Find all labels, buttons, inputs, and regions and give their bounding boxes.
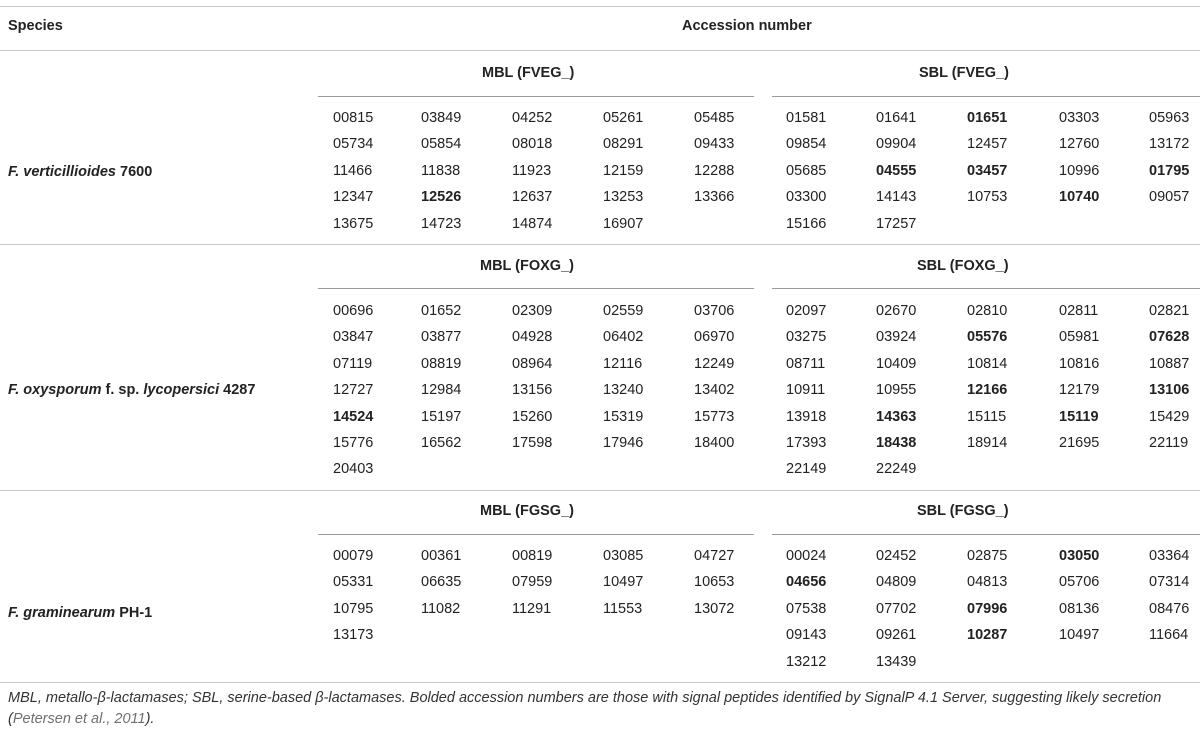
sbl-accession-number: 13918 — [786, 408, 827, 425]
sbl-accession-number: 22249 — [876, 461, 917, 478]
sbl-accession-number: 01581 — [786, 110, 827, 126]
sbl-group-label: SBL (FOXG_) — [917, 258, 1009, 274]
mbl-accession-number: 05734 — [333, 136, 374, 153]
sbl-accession-number: 02452 — [876, 548, 917, 564]
mbl-accession-number: 15773 — [694, 408, 735, 425]
mbl-accession-number: 13072 — [694, 600, 735, 617]
sbl-accession-number: 10814 — [967, 355, 1008, 372]
sbl-accession-number: 00024 — [786, 548, 827, 564]
mbl-accession-number: 13253 — [603, 189, 644, 206]
sbl-accession-number: 02875 — [967, 548, 1008, 564]
mbl-accession-number: 03877 — [421, 329, 462, 346]
sbl-accession-number: 09261 — [876, 627, 917, 644]
sbl-accession-number: 14363 — [876, 408, 917, 425]
mbl-accession-number: 15260 — [512, 408, 553, 425]
species-name: F. graminearum PH-1 — [8, 605, 153, 621]
mbl-accession-number: 14524 — [333, 408, 374, 425]
sbl-accession-number: 15115 — [967, 408, 1007, 425]
mbl-subrule — [318, 96, 754, 97]
mbl-accession-number: 13366 — [694, 189, 735, 206]
mbl-accession-number: 06635 — [421, 574, 462, 591]
footnote-text: MBL, metallo-β-lactamases; SBL, serine-based β-lactamases. Bolded accession numbers are those with signal peptides identified by SignalP 4.1 Server, suggesting likely secretion ( — [8, 690, 1162, 727]
sbl-accession-number: 10911 — [786, 382, 826, 399]
mbl-accession-number: 04252 — [512, 110, 553, 126]
mbl-accession-number: 03849 — [421, 110, 462, 126]
mbl-accession-number: 12984 — [421, 382, 462, 399]
sbl-accession-number: 02670 — [876, 303, 917, 319]
sbl-accession-number: 09854 — [786, 136, 827, 153]
mbl-accession-number: 05854 — [421, 136, 462, 153]
sbl-accession-number: 05685 — [786, 162, 827, 179]
sbl-accession-number: 15429 — [1149, 408, 1190, 425]
sbl-accession-number: 10996 — [1059, 162, 1100, 179]
sbl-accession-number: 02097 — [786, 303, 827, 319]
mbl-accession-number: 12526 — [421, 189, 462, 206]
sbl-accession-number: 11664 — [1149, 627, 1189, 644]
sbl-accession-number: 05576 — [967, 329, 1008, 346]
mbl-accession-number: 00079 — [333, 548, 374, 564]
mbl-accession-number: 09433 — [694, 136, 735, 153]
mbl-accession-number: 10497 — [603, 574, 644, 591]
sbl-accession-number: 10497 — [1059, 627, 1100, 644]
mbl-accession-number: 15776 — [333, 435, 374, 451]
sbl-accession-number: 10887 — [1149, 355, 1190, 372]
mbl-accession-number: 20403 — [333, 461, 374, 478]
sbl-group-label: SBL (FGSG_) — [917, 503, 1009, 519]
sbl-accession-number: 07628 — [1149, 329, 1190, 346]
sbl-accession-number: 10955 — [876, 382, 917, 399]
mbl-accession-number: 11923 — [512, 162, 552, 179]
mbl-accession-number: 02309 — [512, 303, 553, 319]
sbl-accession-number: 05981 — [1059, 329, 1100, 346]
sbl-accession-number: 15166 — [786, 215, 827, 232]
mbl-accession-number: 13156 — [512, 382, 553, 399]
sbl-accession-number: 04813 — [967, 574, 1008, 591]
mbl-accession-number: 03706 — [694, 303, 735, 319]
mbl-accession-number: 11838 — [421, 162, 461, 179]
sbl-accession-number: 03050 — [1059, 548, 1100, 564]
mbl-accession-number: 03847 — [333, 329, 374, 346]
sbl-accession-number: 18438 — [876, 435, 917, 451]
mbl-group-label: MBL (FVEG_) — [482, 65, 575, 81]
mbl-accession-number: 14874 — [512, 215, 553, 232]
mbl-accession-number: 08964 — [512, 355, 553, 372]
mbl-accession-number: 10795 — [333, 600, 374, 617]
mbl-group-label: MBL (FOXG_) — [480, 258, 574, 274]
accession-header: Accession number — [682, 18, 812, 34]
mbl-accession-number: 07959 — [512, 574, 553, 591]
sbl-accession-number: 12760 — [1059, 136, 1100, 153]
sbl-accession-number: 01795 — [1149, 162, 1190, 179]
row-divider — [0, 244, 1200, 245]
sbl-accession-number: 13212 — [786, 653, 827, 670]
sbl-accession-number: 03364 — [1149, 548, 1190, 564]
mbl-accession-number: 02559 — [603, 303, 644, 319]
mbl-accession-number: 13402 — [694, 382, 735, 399]
sbl-accession-number: 04555 — [876, 162, 917, 179]
mbl-accession-number: 15197 — [421, 408, 462, 425]
sbl-accession-number: 05706 — [1059, 574, 1100, 591]
species-header: Species — [8, 18, 63, 34]
mbl-accession-number: 13173 — [333, 627, 374, 644]
mbl-accession-number: 04928 — [512, 329, 553, 346]
sbl-accession-number: 02821 — [1149, 303, 1190, 319]
citation-link[interactable]: Petersen et al., 2011 — [12, 711, 146, 727]
sbl-accession-number: 03303 — [1059, 110, 1100, 126]
sbl-accession-number: 18914 — [967, 435, 1008, 451]
sbl-accession-number: 10740 — [1059, 189, 1100, 206]
sbl-subrule — [772, 534, 1200, 535]
mbl-accession-number: 08018 — [512, 136, 553, 153]
mbl-accession-number: 12288 — [694, 162, 735, 179]
mbl-accession-number: 06402 — [603, 329, 644, 346]
mbl-accession-number: 17946 — [603, 435, 644, 451]
sbl-accession-number: 07702 — [876, 600, 917, 617]
sbl-accession-number: 07996 — [967, 600, 1008, 617]
mbl-accession-number: 12249 — [694, 355, 735, 372]
sbl-accession-number: 09057 — [1149, 189, 1190, 206]
sbl-subrule — [772, 288, 1200, 289]
sbl-accession-number: 15119 — [1059, 408, 1099, 425]
sbl-accession-number: 14143 — [876, 189, 917, 206]
footnote-end: ). — [145, 711, 155, 727]
sbl-accession-number: 03275 — [786, 329, 827, 346]
sbl-accession-number: 02811 — [1059, 303, 1099, 319]
row-divider — [0, 490, 1200, 491]
sbl-accession-number: 17257 — [876, 215, 917, 232]
mbl-accession-number: 10653 — [694, 574, 735, 591]
mbl-subrule — [318, 534, 754, 535]
mbl-accession-number: 05485 — [694, 110, 735, 126]
mbl-accession-number: 11466 — [333, 162, 373, 179]
mbl-accession-number: 11082 — [421, 600, 461, 617]
sbl-accession-number: 10409 — [876, 355, 917, 372]
mbl-accession-number: 05261 — [603, 110, 644, 126]
mbl-accession-number: 16562 — [421, 435, 462, 451]
sbl-accession-number: 12179 — [1059, 382, 1100, 399]
sbl-accession-number: 08476 — [1149, 600, 1190, 617]
sbl-accession-number: 08711 — [786, 355, 826, 372]
sbl-accession-number: 10287 — [967, 627, 1008, 644]
mbl-accession-number: 12637 — [512, 189, 553, 206]
sbl-accession-number: 10753 — [967, 189, 1008, 206]
mbl-accession-number: 00696 — [333, 303, 374, 319]
sbl-accession-number: 22149 — [786, 461, 827, 478]
mbl-accession-number: 17598 — [512, 435, 553, 451]
bottom-rule — [0, 682, 1200, 683]
sbl-accession-number: 05963 — [1149, 110, 1190, 126]
sbl-accession-number: 02810 — [967, 303, 1008, 319]
sbl-accession-number: 07314 — [1149, 574, 1190, 591]
mbl-accession-number: 12347 — [333, 189, 374, 206]
mbl-accession-number: 03085 — [603, 548, 644, 564]
sbl-accession-number: 21695 — [1059, 435, 1100, 451]
mbl-accession-number: 12159 — [603, 162, 644, 179]
sbl-accession-number: 10816 — [1059, 355, 1100, 372]
mbl-accession-number: 13240 — [603, 382, 644, 399]
mbl-accession-number: 14723 — [421, 215, 462, 232]
sbl-accession-number: 04656 — [786, 574, 827, 591]
sbl-accession-number: 01651 — [967, 110, 1008, 126]
sbl-accession-number: 13106 — [1149, 382, 1190, 399]
sbl-accession-number: 04809 — [876, 574, 917, 591]
sbl-accession-number: 03300 — [786, 189, 827, 206]
header-rule — [0, 50, 1200, 51]
mbl-accession-number: 08291 — [603, 136, 644, 153]
mbl-subrule — [318, 288, 754, 289]
mbl-accession-number: 12116 — [603, 355, 643, 372]
sbl-subrule — [772, 96, 1200, 97]
mbl-accession-number: 11553 — [603, 600, 643, 617]
mbl-accession-number: 00819 — [512, 548, 553, 564]
sbl-accession-number: 07538 — [786, 600, 827, 617]
mbl-accession-number: 04727 — [694, 548, 735, 564]
sbl-accession-number: 03457 — [967, 162, 1008, 179]
mbl-accession-number: 12727 — [333, 382, 374, 399]
mbl-accession-number: 13675 — [333, 215, 374, 232]
mbl-accession-number: 07119 — [333, 355, 373, 372]
species-name: F. verticillioides 7600 — [8, 164, 153, 180]
sbl-accession-number: 09143 — [786, 627, 827, 644]
table-footnote — [8, 688, 1194, 730]
mbl-accession-number: 15319 — [603, 408, 644, 425]
top-rule — [0, 6, 1200, 7]
sbl-accession-number: 09904 — [876, 136, 917, 153]
sbl-accession-number: 01641 — [876, 110, 917, 126]
sbl-accession-number: 03924 — [876, 329, 917, 346]
species-name: F. oxysporum f. sp. lycopersici 4287 — [8, 382, 256, 398]
sbl-accession-number: 13172 — [1149, 136, 1190, 153]
sbl-accession-number: 22119 — [1149, 435, 1189, 451]
mbl-accession-number: 11291 — [512, 600, 552, 617]
mbl-accession-number: 16907 — [603, 215, 644, 232]
sbl-accession-number: 12457 — [967, 136, 1008, 153]
mbl-group-label: MBL (FGSG_) — [480, 503, 574, 519]
sbl-accession-number: 13439 — [876, 653, 917, 670]
mbl-accession-number: 06970 — [694, 329, 735, 346]
mbl-accession-number: 08819 — [421, 355, 462, 372]
sbl-accession-number: 12166 — [967, 382, 1008, 399]
mbl-accession-number: 18400 — [694, 435, 735, 451]
mbl-accession-number: 05331 — [333, 574, 374, 591]
mbl-accession-number: 01652 — [421, 303, 462, 319]
mbl-accession-number: 00361 — [421, 548, 462, 564]
sbl-accession-number: 17393 — [786, 435, 827, 451]
sbl-group-label: SBL (FVEG_) — [919, 65, 1009, 81]
mbl-accession-number: 00815 — [333, 110, 374, 126]
sbl-accession-number: 08136 — [1059, 600, 1100, 617]
